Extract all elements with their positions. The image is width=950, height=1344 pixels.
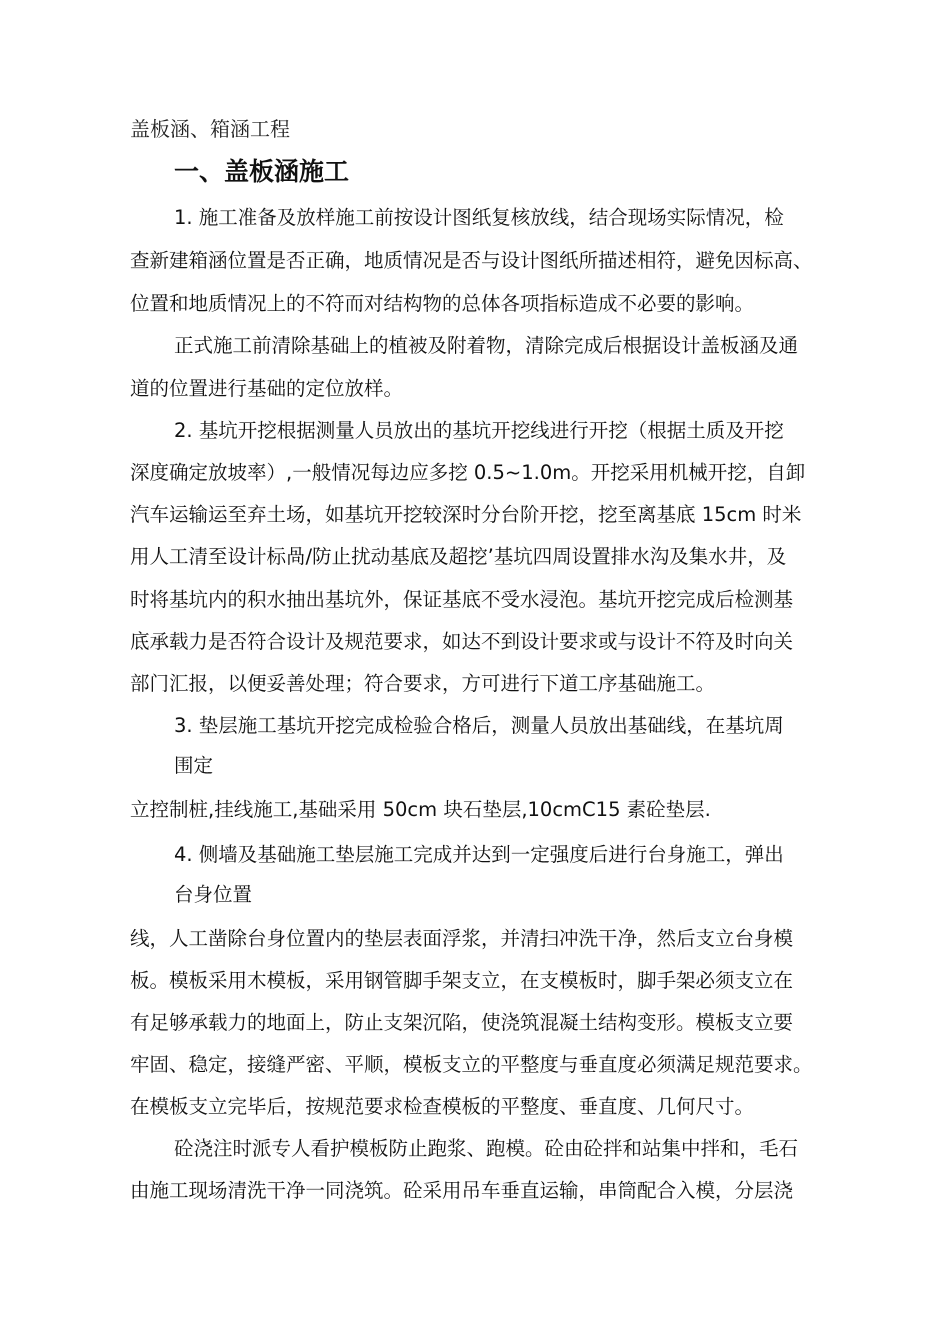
text-line: 围定 bbox=[174, 754, 214, 777]
text-line: 板。模板采用木模板，采用钢管脚手架支立，在支模板时，脚手架必须支立在 bbox=[130, 969, 794, 992]
text-line: 3. 垫层施工基坑开挖完成检验合格后，测量人员放出基础线，在基坑周 bbox=[174, 714, 784, 737]
text-line: 道的位置进行基础的定位放样。 bbox=[130, 377, 404, 400]
text-line: 由施工现场清洗干净一同浇筑。砼采用吊车垂直运输，串筒配合入模，分层浇 bbox=[130, 1179, 794, 1202]
text-line: 立控制桩,挂线施工,基础采用 50cm 块石垫层,10cmC15 素砼垫层. bbox=[130, 798, 711, 821]
text-line: 位置和地质情况上的不符而对结构物的总体各项指标造成不必要的影响。 bbox=[130, 292, 755, 315]
text-line: 在模板支立完毕后，按规范要求检查模板的平整度、垂直度、几何尺寸。 bbox=[130, 1095, 755, 1118]
text-line: 线，人工凿除台身位置内的垫层表面浮浆，并清扫冲洗干净，然后支立台身模 bbox=[130, 927, 794, 950]
text-line: 正式施工前清除基础上的植被及附着物，清除完成后根据设计盖板涵及通 bbox=[174, 334, 799, 357]
text-line: 有足够承载力的地面上，防止支架沉陷，使浇筑混凝土结构变形。模板支立要 bbox=[130, 1011, 794, 1034]
document-title: 盖板涵、箱涵工程 bbox=[130, 117, 290, 141]
text-line: 深度确定放坡率）,一般情况每边应多挖 0.5~1.0m。开挖采用机械开挖，自卸 bbox=[130, 461, 806, 484]
text-line: 4. 侧墙及基础施工垫层施工完成并达到一定强度后进行台身施工，弹出 bbox=[174, 843, 784, 866]
text-line: 牢固、稳定，接缝严密、平顺，模板支立的平整度与垂直度必须满足规范要求。 bbox=[130, 1053, 813, 1076]
text-line: 时将基坑内的积水抽出基坑外，保证基底不受水浸泡。基坑开挖完成后检测基 bbox=[130, 588, 794, 611]
text-line: 底承载力是否符合设计及规范要求，如达不到设计要求或与设计不符及时向关 bbox=[130, 630, 794, 653]
text-line: 部门汇报，以便妥善处理；符合要求，方可进行下道工序基础施工。 bbox=[130, 672, 716, 695]
text-line: 1. 施工准备及放样施工前按设计图纸复核放线，结合现场实际情况，检 bbox=[174, 206, 784, 229]
text-line: 查新建箱涵位置是否正确，地质情况是否与设计图纸所描述相符，避免因标高、 bbox=[130, 249, 813, 272]
text-line: 汽车运输运至弃土场，如基坑开挖较深时分台阶开挖，挖至离基底 15cm 时米 bbox=[130, 503, 802, 526]
text-line: 砼浇注时派专人看护模板防止跑浆、跑模。砼由砼拌和站集中拌和，毛石 bbox=[174, 1137, 799, 1160]
text-line: 台身位置 bbox=[174, 883, 253, 906]
text-line: 用人工清至设计标咼/防止扰动基底及超挖’基坑四周设置排水沟及集水井，及 bbox=[130, 545, 787, 568]
text-line: 2. 基坑开挖根据测量人员放出的基坑开挖线进行开挖（根据土质及开挖 bbox=[174, 419, 784, 442]
section-heading: 一、盖板涵施工 bbox=[174, 157, 350, 186]
